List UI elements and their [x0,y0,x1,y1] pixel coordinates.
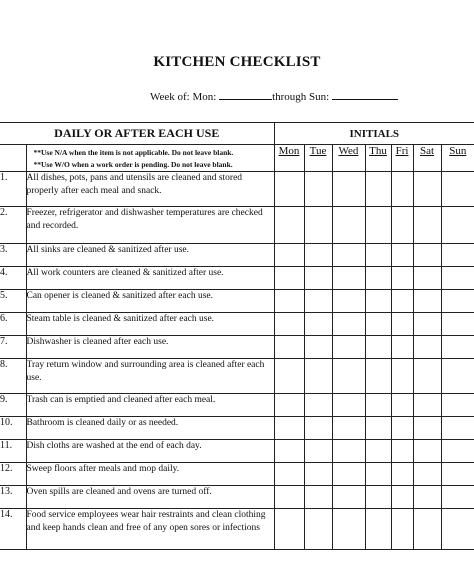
initials-cell-wed[interactable] [332,336,365,359]
initials-cell-sun[interactable] [441,267,474,290]
initials-cell-sat[interactable] [413,313,441,336]
note-number-cell [0,145,26,172]
item-text: All sinks are cleaned & sanitized after use. [26,244,274,267]
item-text: Sweep floors after meals and mop daily. [26,463,274,486]
initials-cell-sun[interactable] [441,336,474,359]
initials-cell-tue[interactable] [304,509,332,550]
initials-cell-mon[interactable] [274,417,304,440]
initials-cell-mon[interactable] [274,207,304,244]
initials-cell-sun[interactable] [441,417,474,440]
initials-cell-thu[interactable] [365,509,391,550]
table-row [0,509,474,550]
initials-cell-thu[interactable] [365,440,391,463]
initials-cell-mon[interactable] [274,463,304,486]
table-row [0,486,474,509]
initials-cell-thu[interactable] [365,463,391,486]
item-text: Tray return window and surrounding area is cleaned after each use. [26,359,274,394]
initials-cell-sat[interactable] [413,463,441,486]
initials-cell-wed[interactable] [332,290,365,313]
item-number: 9. [0,394,26,417]
initials-cell-tue[interactable] [304,207,332,244]
table-row [0,290,474,313]
day-wed: Wed [332,145,365,172]
table-row [0,417,474,440]
table-row [0,359,474,394]
initials-cell-fri[interactable] [391,359,413,394]
initials-cell-thu[interactable] [365,207,391,244]
note-row [0,145,474,172]
initials-cell-mon[interactable] [274,486,304,509]
table-row [0,463,474,486]
initials-cell-tue[interactable] [304,417,332,440]
item-number: 12. [0,463,26,486]
item-text: All dishes, pots, pans and utensils are cleaned and stored properly after each meal and snack. [26,172,274,207]
initials-cell-fri[interactable] [391,417,413,440]
initials-cell-wed[interactable] [332,486,365,509]
initials-cell-fri[interactable] [391,207,413,244]
initials-cell-wed[interactable] [332,509,365,550]
initials-cell-mon[interactable] [274,313,304,336]
initials-cell-sat[interactable] [413,244,441,267]
week-sun-blank[interactable] [332,89,398,100]
initials-cell-fri[interactable] [391,463,413,486]
initials-cell-tue[interactable] [304,336,332,359]
item-number: 2. [0,207,26,244]
initials-cell-fri[interactable] [391,290,413,313]
table-row [0,244,474,267]
initials-cell-sun[interactable] [441,509,474,550]
initials-cell-tue[interactable] [304,313,332,336]
item-number: 4. [0,267,26,290]
initials-cell-fri[interactable] [391,440,413,463]
initials-cell-thu[interactable] [365,417,391,440]
initials-cell-fri[interactable] [391,172,413,207]
initials-cell-thu[interactable] [365,336,391,359]
initials-cell-wed[interactable] [332,394,365,417]
initials-cell-thu[interactable] [365,486,391,509]
initials-cell-thu[interactable] [365,290,391,313]
week-mon-blank[interactable] [219,89,272,100]
initials-cell-fri[interactable] [391,486,413,509]
initials-cell-sun[interactable] [441,440,474,463]
initials-cell-sat[interactable] [413,509,441,550]
initials-cell-sat[interactable] [413,440,441,463]
initials-cell-mon[interactable] [274,440,304,463]
initials-header: INITIALS [274,123,474,145]
note-cell [26,145,274,172]
initials-cell-tue[interactable] [304,359,332,394]
initials-cell-wed[interactable] [332,244,365,267]
initials-cell-tue[interactable] [304,440,332,463]
initials-cell-sun[interactable] [441,244,474,267]
item-number: 13. [0,486,26,509]
initials-cell-tue[interactable] [304,267,332,290]
item-number: 5. [0,290,26,313]
week-of-line [150,89,398,103]
initials-cell-thu[interactable] [365,172,391,207]
item-number: 3. [0,244,26,267]
day-sat: Sat [413,145,441,172]
week-sun-label: through Sun: [272,91,330,103]
initials-cell-mon[interactable] [274,394,304,417]
initials-cell-wed[interactable] [332,267,365,290]
initials-cell-sat[interactable] [413,486,441,509]
day-sun: Sun [441,145,474,172]
initials-cell-wed[interactable] [332,207,365,244]
initials-cell-thu[interactable] [365,313,391,336]
initials-cell-mon[interactable] [274,267,304,290]
item-number: 10. [0,417,26,440]
table-row [0,394,474,417]
item-text: Can opener is cleaned & sanitized after each use. [26,290,274,313]
initials-cell-fri[interactable] [391,336,413,359]
initials-cell-tue[interactable] [304,244,332,267]
initials-cell-sun[interactable] [441,394,474,417]
item-text: Steam table is cleaned & sanitized after each use. [26,313,274,336]
day-mon: Mon [274,145,304,172]
initials-cell-mon[interactable] [274,172,304,207]
table-row [0,336,474,359]
initials-cell-mon[interactable] [274,359,304,394]
initials-cell-mon[interactable] [274,336,304,359]
note-na: **Use N/A when the item is not applicable. Do not leave blank. [33,148,234,157]
initials-cell-tue[interactable] [304,486,332,509]
initials-cell-sun[interactable] [441,463,474,486]
item-text: All work counters are cleaned & sanitized after use. [26,267,274,290]
table-row [0,440,474,463]
initials-cell-wed[interactable] [332,313,365,336]
initials-cell-fri[interactable] [391,244,413,267]
item-text: Oven spills are cleaned and ovens are turned off. [26,486,274,509]
initials-cell-sun[interactable] [441,359,474,394]
note-wo: **Use W/O when a work order is pending. Do not leave blank. [33,160,233,169]
initials-cell-tue[interactable] [304,394,332,417]
item-text: Freezer, refrigerator and dishwasher temperatures are checked and recorded. [26,207,274,244]
initials-cell-fri[interactable] [391,509,413,550]
initials-cell-thu[interactable] [365,244,391,267]
item-number: 7. [0,336,26,359]
initials-cell-sun[interactable] [441,486,474,509]
initials-cell-wed[interactable] [332,359,365,394]
item-number: 6. [0,313,26,336]
item-text: Bathroom is cleaned daily or as needed. [26,417,274,440]
item-text: Trash can is emptied and cleaned after each meal. [26,394,274,417]
checklist-table [0,122,474,550]
initials-cell-wed[interactable] [332,463,365,486]
initials-cell-tue[interactable] [304,172,332,207]
item-number: 11. [0,440,26,463]
item-number: 14. [0,509,26,550]
initials-cell-thu[interactable] [365,267,391,290]
item-text: Dishwasher is cleaned after each use. [26,336,274,359]
initials-cell-sat[interactable] [413,172,441,207]
initials-cell-sat[interactable] [413,336,441,359]
initials-cell-mon[interactable] [274,290,304,313]
initials-cell-fri[interactable] [391,313,413,336]
initials-cell-sat[interactable] [413,359,441,394]
item-number: 8. [0,359,26,394]
item-number: 1. [0,172,26,207]
day-fri: Fri [391,145,413,172]
initials-cell-wed[interactable] [332,417,365,440]
initials-cell-fri[interactable] [391,267,413,290]
initials-cell-tue[interactable] [304,463,332,486]
initials-cell-sat[interactable] [413,207,441,244]
item-text: Dish cloths are washed at the end of each day. [26,440,274,463]
initials-cell-sat[interactable] [413,267,441,290]
initials-cell-fri[interactable] [391,394,413,417]
header-row [0,123,474,145]
initials-cell-wed[interactable] [332,172,365,207]
day-thu: Thu [365,145,391,172]
initials-cell-mon[interactable] [274,509,304,550]
day-tue: Tue [304,145,332,172]
section-header: DAILY OR AFTER EACH USE [0,123,274,145]
initials-cell-sat[interactable] [413,417,441,440]
item-text: Food service employees wear hair restraints and clean clothing and keep hands clean and free of any open sores or infections [26,509,274,550]
page-title: KITCHEN CHECKLIST [153,54,321,70]
initials-cell-sun[interactable] [441,207,474,244]
table-row [0,207,474,244]
initials-cell-tue[interactable] [304,290,332,313]
initials-cell-sun[interactable] [441,172,474,207]
initials-cell-thu[interactable] [365,359,391,394]
table-row [0,267,474,290]
table-row [0,313,474,336]
initials-cell-sun[interactable] [441,313,474,336]
initials-cell-sun[interactable] [441,290,474,313]
initials-cell-sat[interactable] [413,290,441,313]
initials-cell-mon[interactable] [274,244,304,267]
initials-cell-thu[interactable] [365,394,391,417]
week-mon-label: Week of: Mon: [150,91,217,103]
table-row [0,172,474,207]
initials-cell-sat[interactable] [413,394,441,417]
initials-cell-wed[interactable] [332,440,365,463]
